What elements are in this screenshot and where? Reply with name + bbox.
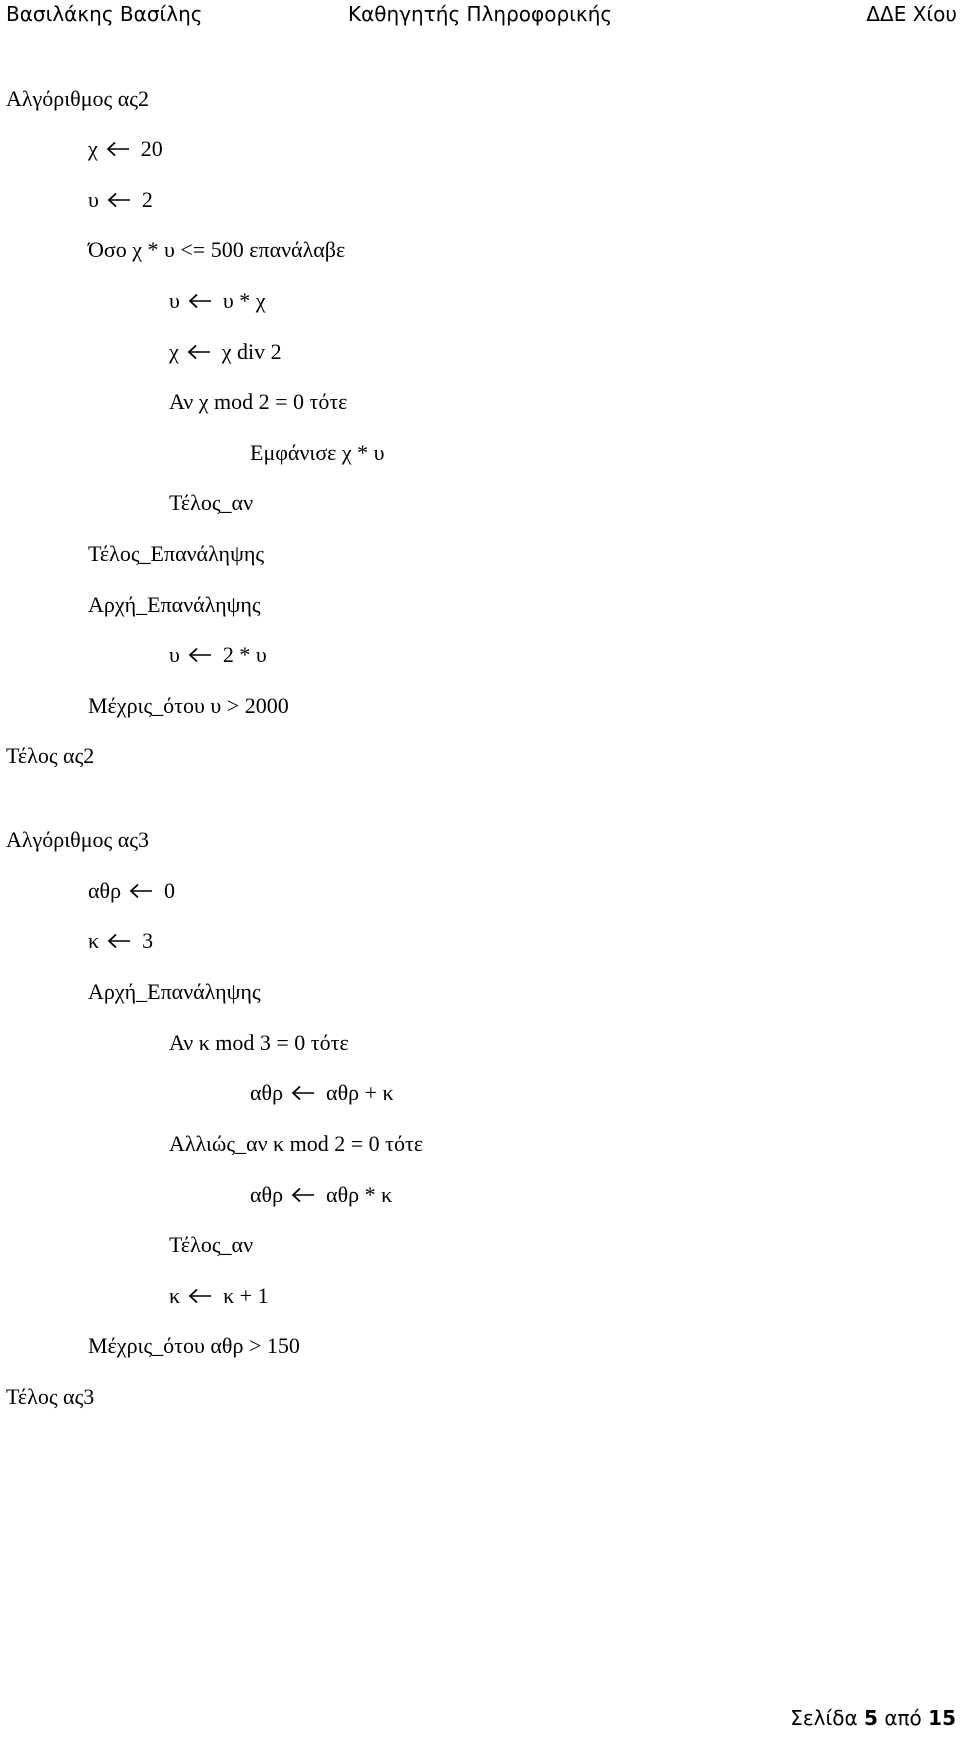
- page-header: [0, 0, 960, 30]
- left-arrow-icon: [187, 647, 213, 663]
- algo3-end: Τέλος ας3: [6, 1384, 95, 1409]
- left-arrow-icon: [290, 1085, 316, 1101]
- algo2-endwhile: Τέλος_Επανάληψης: [88, 541, 265, 566]
- algo3-elseif: Αλλιώς_αν κ mod 2 = 0 τότε: [169, 1131, 424, 1156]
- algo2-assign-4: [169, 339, 282, 365]
- page-number: 5: [864, 1706, 878, 1730]
- assign-value: χ div 2: [221, 339, 282, 364]
- algo3-title: Αλγόριθμος ας3: [6, 827, 149, 852]
- algo2-while: Όσο χ * υ <= 500 επανάλαβε: [88, 237, 346, 262]
- algo2-if: Αν χ mod 2 = 0 τότε: [169, 389, 348, 414]
- page-word: Σελίδα: [790, 1706, 858, 1730]
- assign-value: 2 * υ: [222, 642, 267, 667]
- assign-target: υ: [169, 642, 180, 667]
- algo3-assign-1: [88, 878, 175, 904]
- assign-value: υ * χ: [222, 288, 266, 313]
- assign-target: αθρ: [250, 1182, 284, 1207]
- header-role: Καθηγητής Πληροφορικής: [348, 2, 613, 26]
- algo3-assign-4: [250, 1182, 392, 1208]
- algo3-repeat: Αρχή_Επανάληψης: [88, 979, 261, 1004]
- left-arrow-icon: [186, 344, 212, 360]
- algo2-assign-2: [88, 187, 153, 213]
- algo2-end: Τέλος ας2: [6, 743, 95, 768]
- algo2-endif: Τέλος_αν: [169, 490, 254, 515]
- assign-target: κ: [169, 1283, 181, 1308]
- algo3-assign-2: [88, 928, 153, 954]
- algo3-if: Αν κ mod 3 = 0 τότε: [169, 1030, 349, 1055]
- algo2-title: Αλγόριθμος ας2: [6, 86, 149, 111]
- algo2-assign-5: [169, 642, 267, 668]
- left-arrow-icon: [187, 293, 213, 309]
- assign-value: 2: [141, 187, 153, 212]
- assign-value: αθρ + κ: [326, 1080, 394, 1105]
- assign-value: κ + 1: [223, 1283, 269, 1308]
- assign-target: αθρ: [250, 1080, 284, 1105]
- left-arrow-icon: [128, 883, 154, 899]
- algo3-assign-5: [169, 1283, 269, 1309]
- header-organization: ΔΔΕ Χίου: [866, 2, 957, 26]
- assign-value: 20: [140, 136, 163, 161]
- algo2-assign-3: [169, 288, 266, 314]
- left-arrow-icon: [290, 1187, 316, 1203]
- assign-target: υ: [169, 288, 180, 313]
- page-footer: [790, 1706, 956, 1730]
- page-total: 15: [928, 1706, 956, 1730]
- assign-target: υ: [88, 187, 99, 212]
- assign-value: αθρ * κ: [326, 1182, 393, 1207]
- header-author: Βασιλάκης Βασίλης: [6, 2, 203, 26]
- assign-target: χ: [169, 339, 179, 364]
- assign-target: αθρ: [88, 878, 122, 903]
- algo3-endif: Τέλος_αν: [169, 1232, 254, 1257]
- left-arrow-icon: [106, 933, 132, 949]
- algo3-until: Μέχρις_ότου αθρ > 150: [88, 1333, 300, 1358]
- assign-target: χ: [88, 136, 98, 161]
- left-arrow-icon: [105, 141, 131, 157]
- assign-value: 0: [164, 878, 176, 903]
- left-arrow-icon: [106, 192, 132, 208]
- algo2-repeat: Αρχή_Επανάληψης: [88, 592, 261, 617]
- left-arrow-icon: [187, 1288, 213, 1304]
- algo2-print: Εμφάνισε χ * υ: [250, 440, 385, 465]
- assign-value: 3: [142, 928, 154, 953]
- algo3-assign-3: [250, 1080, 394, 1106]
- assign-target: κ: [88, 928, 100, 953]
- algo2-assign-1: [88, 136, 163, 162]
- algo2-until: Μέχρις_ότου υ > 2000: [88, 693, 289, 718]
- of-word: από: [884, 1706, 922, 1730]
